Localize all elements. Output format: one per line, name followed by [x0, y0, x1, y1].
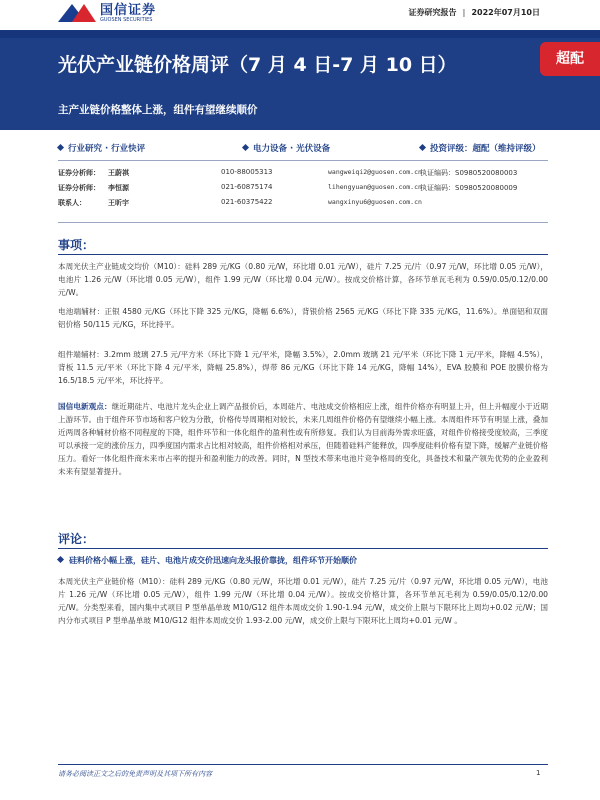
analyst-row: 证券分析师： 王蔚祺 010-88005313 wangweiqi2@guosen.com.cn 执证编码：S0980520080003 — [58, 168, 518, 177]
report-type: 证券研究报告 — [408, 8, 457, 17]
analyst-email[interactable]: wangweiqi2@guosen.com.cn — [328, 168, 422, 176]
report-subtitle: 主产业链价格整体上涨，组件有望继续顺价 — [58, 104, 258, 116]
analyst-email[interactable]: lihengyuan@guosen.com.cn — [328, 183, 422, 191]
investment-rating: 投资评级：超配（维持评级） — [420, 142, 541, 154]
analyst-phone: 021-60875174 — [221, 183, 273, 191]
banner-stripe — [0, 30, 600, 38]
diamond-icon — [419, 144, 426, 151]
events-paragraph-4 — [58, 400, 548, 478]
diamond-icon — [57, 556, 64, 563]
category-row — [58, 142, 548, 156]
analyst-phone: 021-60375422 — [221, 198, 273, 206]
page-number: 1 — [536, 769, 541, 777]
analyst-row: 证券分析师： 李恒源 021-60875174 lihengyuan@guosen.com.cn 执证编码：S0980520080009 — [58, 183, 518, 192]
divider — [58, 222, 548, 223]
analyst-name: 王昕宇 — [108, 199, 129, 207]
report-meta: 证券研究报告 | 2022年07月10日 — [408, 8, 540, 17]
company-logo — [58, 2, 156, 24]
top-bar — [0, 0, 600, 30]
footer-rule — [58, 764, 548, 765]
section-rule — [58, 254, 548, 255]
logo-mark-icon — [58, 2, 98, 24]
analyst-phone: 010-88005313 — [221, 168, 273, 176]
report-date: 2022年07月10日 — [471, 8, 540, 17]
comment-bullet-heading: 硅料价格小幅上涨，硅片、电池片成交价迅速向龙头报价靠拢，组件环节开始顺价 — [58, 555, 548, 566]
viewpoint-lead: 国信电新观点： — [58, 402, 112, 411]
analyst-row: 联系人： 王昕宇 021-60375422 wangxinyu6@guosen.com.cn — [58, 198, 422, 207]
disclaimer-note[interactable]: 请务必阅读正文之后的免责声明及其项下所有内容 — [58, 770, 212, 778]
divider — [58, 160, 548, 161]
section-rule — [58, 548, 548, 549]
logo-name-cn: 国信证券 — [100, 2, 157, 18]
diamond-icon — [242, 144, 249, 151]
rating-badge: 超配 — [540, 42, 600, 76]
analyst-cert: 执证编码：S0980520080003 — [420, 169, 518, 177]
comments-heading: 评论： — [58, 532, 95, 546]
events-paragraph-1: 本周光伏主产业链成交均价（M10）：硅料 289 元/KG（0.80 元/W，环比增 0.01 元/W），硅片 7.25 元/片（0.97 元/W，环比增 0.05 元/W），电池片 1.26 元/W（环比增 0.05 元/W），组件 1.99 元/W（环比增 0.04 元/W）。按成交价格计算，各环节单瓦毛利为 0.59/0.05/0.12/0.00 元/W。 — [58, 262, 548, 297]
title-banner — [0, 30, 600, 130]
analyst-list — [58, 168, 548, 213]
analyst-cert: 执证编码：S0980520080009 — [420, 184, 518, 192]
report-title: 光伏产业链价格周评（7 月 4 日-7 月 10 日） — [58, 54, 457, 76]
analyst-name: 李恒源 — [108, 184, 129, 192]
events-paragraph-2: 电池端辅材：正银 4580 元/KG（环比下降 325 元/KG，降幅 6.6%），背银价格 2565 元/KG（环比下降 335 元/KG，11.6%）。单面铝和双面铝价格 50/115 元/KG，环比持平。 — [58, 307, 548, 329]
comments-paragraph-1: 本周光伏主产业链价格（M10）：硅料 289 元/KG（0.80 元/W，环比增 0.01 元/W），硅片 7.25 元/片（0.97 元/W，环比增 0.05 元/W），电池片 1.26 元/W（环比增 0.05 元/W），组件 1.99 元/W（环比增 0.04 元/W）。按成交价格计算，各环节单瓦毛利为 0.59/0.05/0.12/0.00 元/W。分类型来看，国内集中式项目 P 型单晶单玻 M10/G12 组件本周成交价 1.90-1.94 元/W，成交价上限与下限环比上周均+0.02 元/W；国内分布式项目 P 型单晶单玻 M10/G12 组件本周成交价 1.93-2.00 元/W，成交价上限与下限环比上周均+0.01 元/W 。 — [58, 577, 548, 625]
analyst-name: 王蔚祺 — [108, 169, 129, 177]
logo-name-en: GUOSEN SECURITIES — [100, 16, 153, 23]
analyst-email[interactable]: wangxinyu6@guosen.com.cn — [328, 198, 422, 206]
industry-category: 行业研究 · 行业快评 — [58, 142, 145, 154]
diamond-icon — [57, 144, 64, 151]
viewpoint-text: 继近期硅片、电池片龙头企业上调产品报价后，本周硅片、电池成交价格相应上涨，组件价格亦有明显上升，但上升幅度小于近期上游环节。由于组件环节市场和客户较为分散，价格传导周期相对较长，未来几周组件价格仍有望继续小幅上涨。本周组件环节有明显上涨，叠加近两周各种辅材价格不同程度的下降，组件环节和一体化组件的盈利性或有所修复。我们认为目前海外需求旺盛，对组件价格接受度较高，三季度可以承接一定的涨价压力，四季度国内需求占比相对较高，组件价格相对承压，但随着硅料产能释放，四季度硅料价格有望下降，缓解产业链价格压力。看好一体化组件商未来市占率的提升和盈利能力的改善。同时，N 型技术带来电池片竞争格局的变化，具备技术和量产领先优势的企业盈利未来有望显著提升。 — [58, 402, 549, 476]
events-heading: 事项： — [58, 238, 95, 252]
events-paragraph-3: 组件端辅材：3.2mm 玻璃 27.5 元/平方米（环比下降 1 元/平米，降幅 3.5%），2.0mm 玻璃 21 元/平米（环比下降 1 元/平米，降幅 4.5%），背板 11.5 元/平米（环比下降 4 元/平米，降幅 25.8%），焊带 86 元/KG（环比下降 14 元/KG，降幅 14%），EVA 胶膜和 POE 胶膜价格为 16.5/18.5 元/平米，环比持平。 — [58, 350, 548, 385]
sector-category: 电力设备 · 光伏设备 — [243, 142, 330, 154]
